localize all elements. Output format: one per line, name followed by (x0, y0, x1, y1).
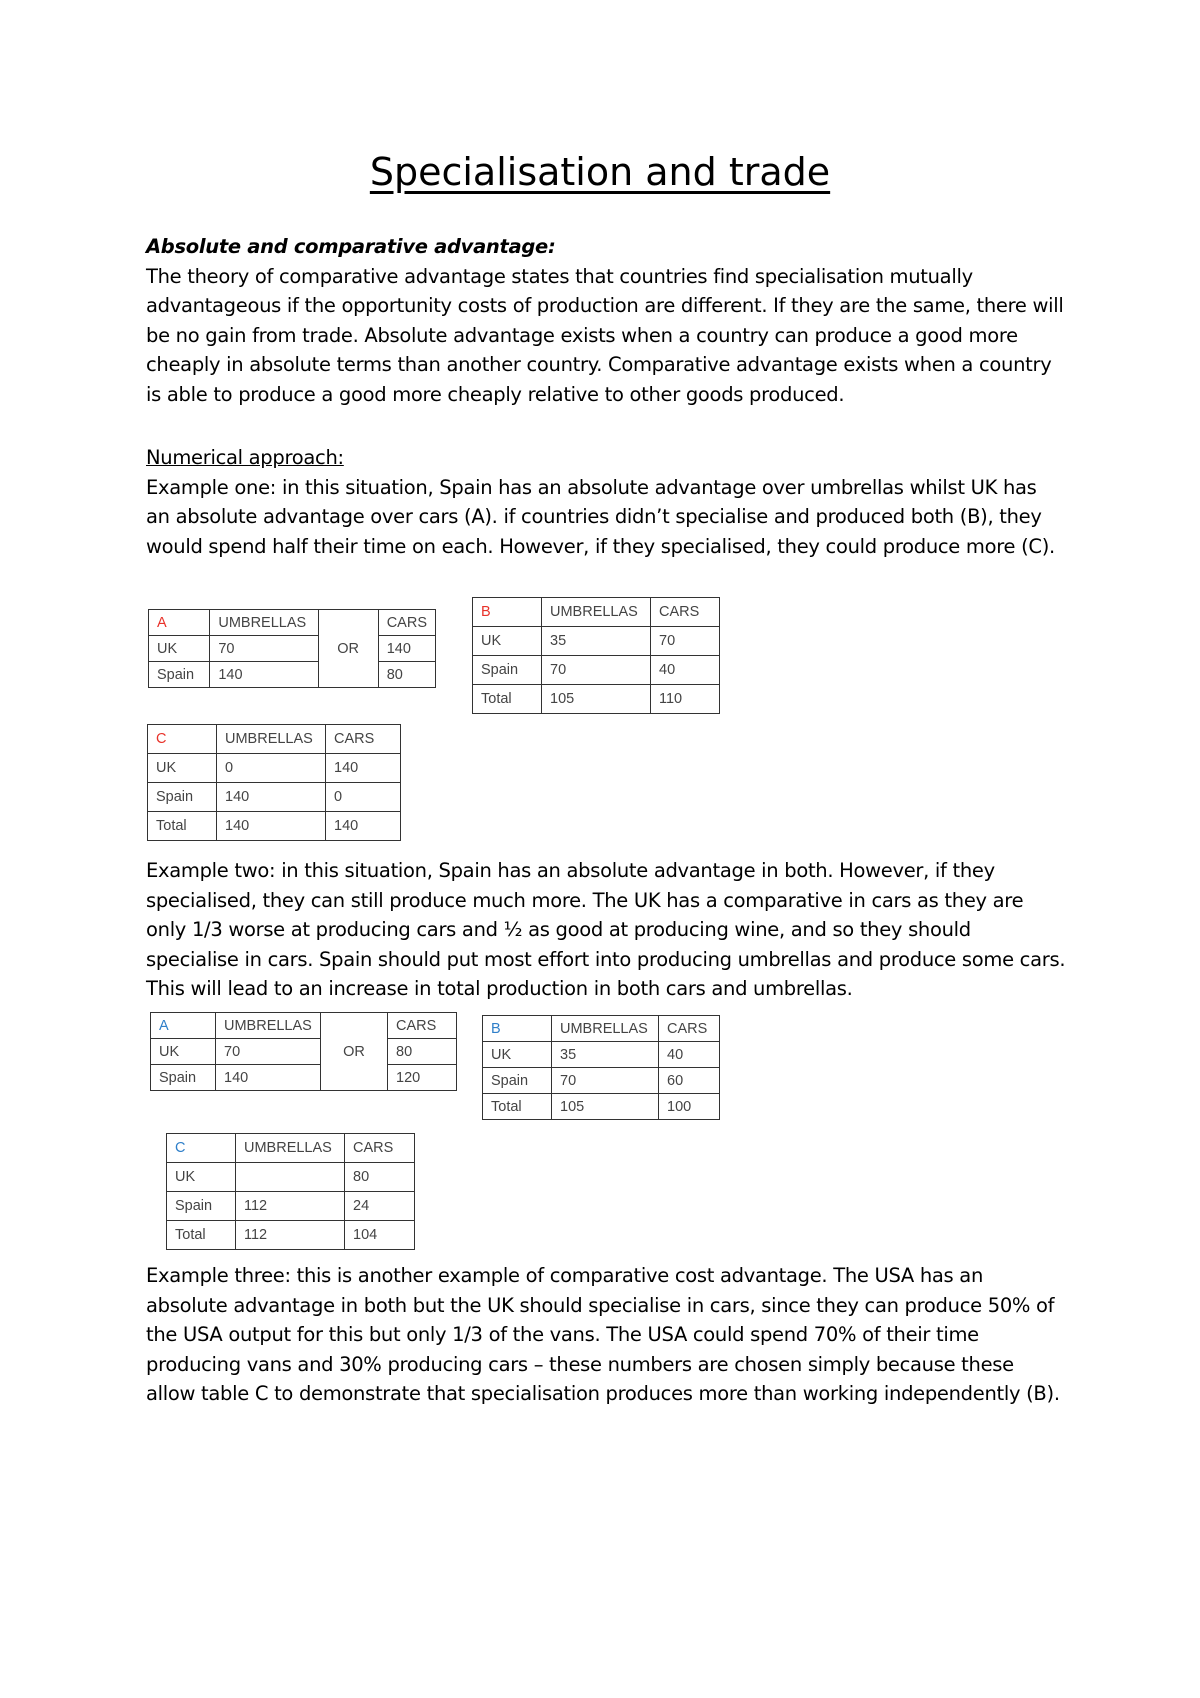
table-label: C (148, 725, 217, 754)
table-row: UK 70 80 (151, 1039, 457, 1065)
table-row: Spain 140 80 (149, 662, 436, 688)
table-row: Total 105 110 (473, 685, 720, 714)
table-row: Total 140 140 (148, 812, 401, 841)
table-label: B (473, 598, 542, 627)
section-absolute-comparative (146, 232, 1066, 410)
table-row: UK 80 (167, 1163, 415, 1192)
section-heading: Numerical approach: (146, 446, 344, 469)
table-row: Spain 112 24 (167, 1192, 415, 1221)
table-row: Spain 70 40 (473, 656, 720, 685)
column-header: CARS (651, 598, 720, 627)
column-header: UMBRELLAS (552, 1016, 659, 1042)
table-row: UK 35 70 (473, 627, 720, 656)
column-header: CARS (388, 1013, 457, 1039)
table-label: A (151, 1013, 216, 1039)
example1-table-b (472, 597, 720, 714)
column-header: CARS (326, 725, 401, 754)
column-header: CARS (378, 610, 435, 636)
table-row: UK 0 140 (148, 754, 401, 783)
example1-table-a (148, 609, 436, 688)
column-header: CARS (659, 1016, 720, 1042)
example-three-text: Example three: this is another example of comparative cost advantage. The USA has an absolute advantage in both but the UK should specialise in cars, since they can produce 50% of the USA output for this but only 1/3 of the vans. The USA could spend 70% of their time producing vans and 30% producing cars – these numbers are chosen simply because these allow table C to demonstrate that specialisation produces more than working independently (B). (146, 1264, 1060, 1406)
column-header: UMBRELLAS (210, 610, 318, 636)
table-row: UK 35 40 (483, 1042, 720, 1068)
column-header: UMBRELLAS (216, 1013, 321, 1039)
column-header: CARS (345, 1134, 415, 1163)
section-body: The theory of comparative advantage states that countries find specialisation mutually advantageous if the opportunity costs of production are different. If they are the same, there will be no gain from trade. Absolute advantage exists when a country can produce a good more cheaply in absolute terms than another country. Comparative advantage exists when a country is able to produce a good more cheaply relative to other goods produced. (146, 264, 1064, 406)
or-cell: OR (321, 1013, 388, 1091)
example-two-text: Example two: in this situation, Spain has an absolute advantage in both. However, if they specialised, they can still produce much more. The UK has a comparative in cars as they are only 1/3 worse at producing cars and ½ as good at producing wine, and so they should specialise in cars. Spain should put most effort into producing umbrellas and produce some cars. This will lead to an increase in total production in both cars and umbrellas. (146, 859, 1066, 1001)
example2-table-c (166, 1133, 415, 1250)
column-header: UMBRELLAS (542, 598, 651, 627)
table-row: Spain 140 120 (151, 1065, 457, 1091)
table-label: C (167, 1134, 236, 1163)
table-row: UK 70 140 (149, 636, 436, 662)
example-one-text: Example one: in this situation, Spain has an absolute advantage over umbrellas whilst UK has an absolute advantage over cars (A). if countries didn’t specialise and produced both (B), they would spend half their time on each. However, if they specialised, they could produce more (C). (146, 475, 1055, 558)
section-heading: Absolute and comparative advantage: (146, 235, 556, 258)
table-label: A (149, 610, 210, 636)
example2-table-b (482, 1015, 720, 1120)
example2-table-a (150, 1012, 457, 1091)
table-row: Total 112 104 (167, 1221, 415, 1250)
or-cell: OR (318, 610, 378, 688)
table-row: Total 105 100 (483, 1094, 720, 1120)
table-row: Spain 70 60 (483, 1068, 720, 1094)
page-title: Specialisation and trade (369, 150, 831, 194)
table-row: Spain 140 0 (148, 783, 401, 812)
column-header: UMBRELLAS (236, 1134, 345, 1163)
table-label: B (483, 1016, 552, 1042)
example1-table-c (147, 724, 401, 841)
column-header: UMBRELLAS (217, 725, 326, 754)
section-numerical-approach (146, 443, 1066, 561)
